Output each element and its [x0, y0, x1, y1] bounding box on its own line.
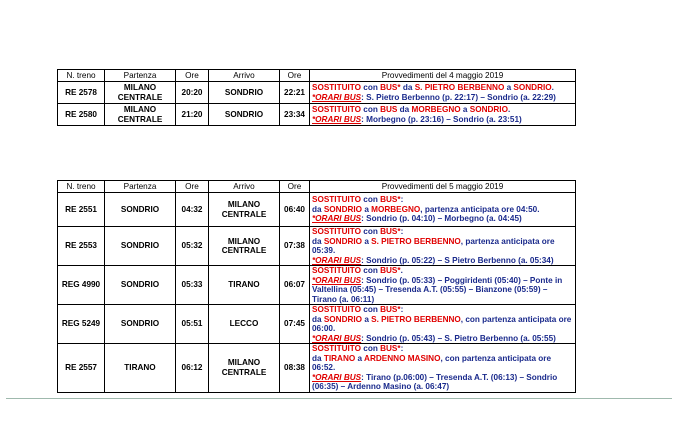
route-line: [312, 205, 573, 215]
cell-partenza: SONDRIO: [105, 266, 176, 305]
cell-ore-partenza: 06:12: [176, 344, 209, 393]
period: .: [551, 83, 554, 92]
orari-text: : Tirano (p.06:00) – Tresenda A.T. (06:13) – Sondrio (06:35) – Ardenno Masino (a. 06:47): [312, 372, 558, 391]
table-row: [58, 82, 576, 104]
sostituito-text: SOSTITUITO: [312, 83, 361, 92]
col-header-ore-partenza: Ore: [176, 70, 209, 82]
cell-arrivo: TIRANO: [209, 266, 280, 305]
from-station: TIRANO: [323, 353, 356, 363]
cell-provvedimento: [310, 227, 576, 266]
a-text: a: [355, 353, 365, 363]
orari-text: : Morbegno (p. 23:16) – Sondrio (a. 23:51): [361, 114, 522, 124]
provvedimento-line: [312, 227, 573, 237]
col-header-arrivo: Arrivo: [209, 70, 280, 82]
cell-ore-arrivo: 07:45: [280, 305, 310, 344]
route-line: [312, 315, 573, 334]
from-station: S. PIETRO BERBENNO: [414, 83, 505, 92]
cell-ore-arrivo: 22:21: [280, 82, 310, 104]
orari-line: [312, 334, 573, 344]
provvedimento-line: [312, 305, 573, 315]
orari-label: *ORARI BUS: [312, 333, 362, 343]
route-rest: , con partenza anticipata ore 06:52.: [312, 353, 552, 372]
cell-ore-arrivo: 08:38: [280, 344, 310, 393]
cell-provvedimento: [310, 305, 576, 344]
provvedimento-line: [312, 83, 573, 93]
orari-line: [312, 214, 573, 224]
table-row: [58, 305, 576, 344]
cell-arrivo: MILANO CENTRALE: [209, 193, 280, 227]
con-text: con: [360, 195, 381, 205]
cell-partenza: MILANO CENTRALE: [105, 104, 176, 126]
table-header-row: [58, 181, 576, 193]
orari-text: : S. Pietro Berbenno (p. 22:17) – Sondrio (a. 22:29): [361, 92, 556, 102]
con-text: con: [360, 344, 381, 353]
orari-line: [312, 276, 573, 305]
da-text: da: [312, 204, 324, 214]
cell-ore-partenza: 20:20: [176, 82, 209, 104]
cell-ore-partenza: 21:20: [176, 104, 209, 126]
bus-text: BUS*: [380, 227, 401, 236]
orari-label: *ORARI BUS: [312, 255, 362, 265]
schedule-table-4-may: [57, 69, 576, 126]
from-station: SONDRIO: [323, 204, 363, 214]
bus-text: BUS: [380, 105, 398, 114]
cell-treno: REG 4990: [58, 266, 105, 305]
cell-provvedimento: [310, 193, 576, 227]
bus-text: BUS*: [380, 83, 401, 92]
from-station: SONDRIO: [323, 236, 363, 246]
to-station: SONDRIO: [469, 105, 508, 114]
cell-partenza: MILANO CENTRALE: [105, 82, 176, 104]
bus-text: BUS*: [380, 344, 401, 353]
from-station: SONDRIO: [323, 314, 363, 324]
orari-label: *ORARI BUS: [312, 275, 362, 285]
table-row: [58, 266, 576, 305]
orari-line: [312, 256, 573, 266]
a-text: a: [460, 105, 470, 114]
cell-ore-partenza: 05:33: [176, 266, 209, 305]
orari-label: *ORARI BUS: [312, 92, 362, 102]
colon: :: [400, 227, 404, 236]
sostituito-text: SOSTITUITO: [312, 305, 361, 314]
orari-label: *ORARI BUS: [312, 114, 362, 124]
provvedimento-line: [312, 105, 573, 115]
from-station: MORBEGNO: [411, 105, 461, 114]
bus-text: BUS*: [380, 266, 401, 275]
cell-ore-arrivo: 23:34: [280, 104, 310, 126]
to-station: S. PIETRO BERBENNO: [371, 314, 461, 324]
cell-ore-partenza: 04:32: [176, 193, 209, 227]
da-text: da: [397, 105, 412, 114]
provvedimento-line: [312, 344, 573, 354]
cell-arrivo: LECCO: [209, 305, 280, 344]
cell-provvedimento: [310, 104, 576, 126]
orari-line: [312, 115, 573, 125]
to-station: S. PIETRO BERBENNO: [371, 236, 461, 246]
con-text: con: [360, 266, 381, 275]
cell-treno: REG 5249: [58, 305, 105, 344]
a-text: a: [362, 204, 372, 214]
orari-text: : Sondrio (p. 04:10) – Morbegno (a. 04:45): [361, 214, 522, 224]
cell-partenza: SONDRIO: [105, 227, 176, 266]
cell-treno: RE 2553: [58, 227, 105, 266]
cell-ore-partenza: 05:51: [176, 305, 209, 344]
con-text: con: [360, 105, 381, 114]
da-text: da: [312, 236, 324, 246]
cell-treno: RE 2551: [58, 193, 105, 227]
a-text: a: [362, 314, 372, 324]
orari-label: *ORARI BUS: [312, 214, 362, 224]
orari-line: [312, 373, 573, 392]
a-text: a: [504, 83, 514, 92]
cell-partenza: TIRANO: [105, 344, 176, 393]
cell-provvedimento: [310, 82, 576, 104]
orari-line: [312, 93, 573, 103]
to-station: ARDENNO MASINO: [364, 353, 441, 363]
schedule-table-5-may: [57, 180, 576, 393]
table-header-row: [58, 70, 576, 82]
col-header-provvedimenti: Provvedimenti del 5 maggio 2019: [310, 181, 576, 193]
provvedimento-line: [312, 266, 573, 276]
route-line: [312, 237, 573, 256]
cell-treno: RE 2557: [58, 344, 105, 393]
route-rest: , partenza anticipata ore 04:50.: [420, 204, 540, 214]
cell-ore-arrivo: 06:07: [280, 266, 310, 305]
cell-ore-arrivo: 07:38: [280, 227, 310, 266]
orari-label: *ORARI BUS: [312, 372, 362, 382]
con-text: con: [360, 305, 381, 314]
bus-text: BUS*: [380, 195, 401, 205]
cell-arrivo: MILANO CENTRALE: [209, 227, 280, 266]
colon: .: [400, 266, 403, 275]
cell-partenza: SONDRIO: [105, 305, 176, 344]
colon: :: [400, 344, 404, 353]
col-header-treno: N. treno: [58, 70, 105, 82]
to-station: SONDRIO: [513, 83, 552, 92]
sostituito-text: SOSTITUITO: [312, 105, 361, 114]
orari-text: : Sondrio (p. 05:43) – S. Pietro Berbenno (a. 05:55): [361, 333, 556, 343]
sostituito-text: SOSTITUITO: [312, 266, 361, 275]
cell-provvedimento: [310, 266, 576, 305]
orari-text: : Sondrio (p. 05:33) – Poggiridenti (05:40) – Ponte in Valtellina (05:45) – Tresenda A.T. (05:55) – Bianzone (05:59) – Tirano (a. 06:11): [312, 275, 563, 304]
col-header-treno: N. treno: [58, 181, 105, 193]
da-text: da: [312, 314, 324, 324]
da-text: da: [400, 83, 415, 92]
route-rest: , partenza anticipata ore 05:39.: [312, 236, 555, 255]
cell-arrivo: SONDRIO: [209, 104, 280, 126]
cell-arrivo: SONDRIO: [209, 82, 280, 104]
provvedimento-line: [312, 195, 573, 205]
a-text: a: [362, 236, 372, 246]
cell-treno: RE 2580: [58, 104, 105, 126]
cell-treno: RE 2578: [58, 82, 105, 104]
period: .: [507, 105, 511, 114]
cell-arrivo: MILANO CENTRALE: [209, 344, 280, 393]
cell-ore-arrivo: 06:40: [280, 193, 310, 227]
con-text: con: [360, 83, 381, 92]
bus-text: BUS*: [380, 305, 401, 314]
col-header-ore-arrivo: Ore: [280, 181, 310, 193]
to-station: MORBEGNO: [371, 204, 421, 214]
colon: :: [400, 305, 404, 314]
route-rest: , con partenza anticipata ore 06:00.: [312, 314, 572, 333]
col-header-ore-partenza: Ore: [176, 181, 209, 193]
table-row: [58, 227, 576, 266]
orari-text: : Sondrio (p. 05:22) – S Pietro Berbenno (a. 05:34): [361, 255, 554, 265]
col-header-partenza: Partenza: [105, 181, 176, 193]
sostituito-text: SOSTITUITO: [312, 344, 361, 353]
table-row: [58, 344, 576, 393]
col-header-arrivo: Arrivo: [209, 181, 280, 193]
route-line: [312, 354, 573, 373]
da-text: da: [312, 353, 324, 363]
cell-ore-partenza: 05:32: [176, 227, 209, 266]
col-header-provvedimenti: Provvedimenti del 4 maggio 2019: [310, 70, 576, 82]
con-text: con: [360, 227, 381, 236]
table-row: [58, 104, 576, 126]
table-row: [58, 193, 576, 227]
col-header-ore-arrivo: Ore: [280, 70, 310, 82]
col-header-partenza: Partenza: [105, 70, 176, 82]
cell-provvedimento: [310, 344, 576, 393]
cell-partenza: SONDRIO: [105, 193, 176, 227]
sostituito-text: SOSTITUITO: [312, 195, 361, 205]
colon: :: [400, 195, 404, 205]
footer-divider: [6, 398, 672, 399]
sostituito-text: SOSTITUITO: [312, 227, 361, 236]
